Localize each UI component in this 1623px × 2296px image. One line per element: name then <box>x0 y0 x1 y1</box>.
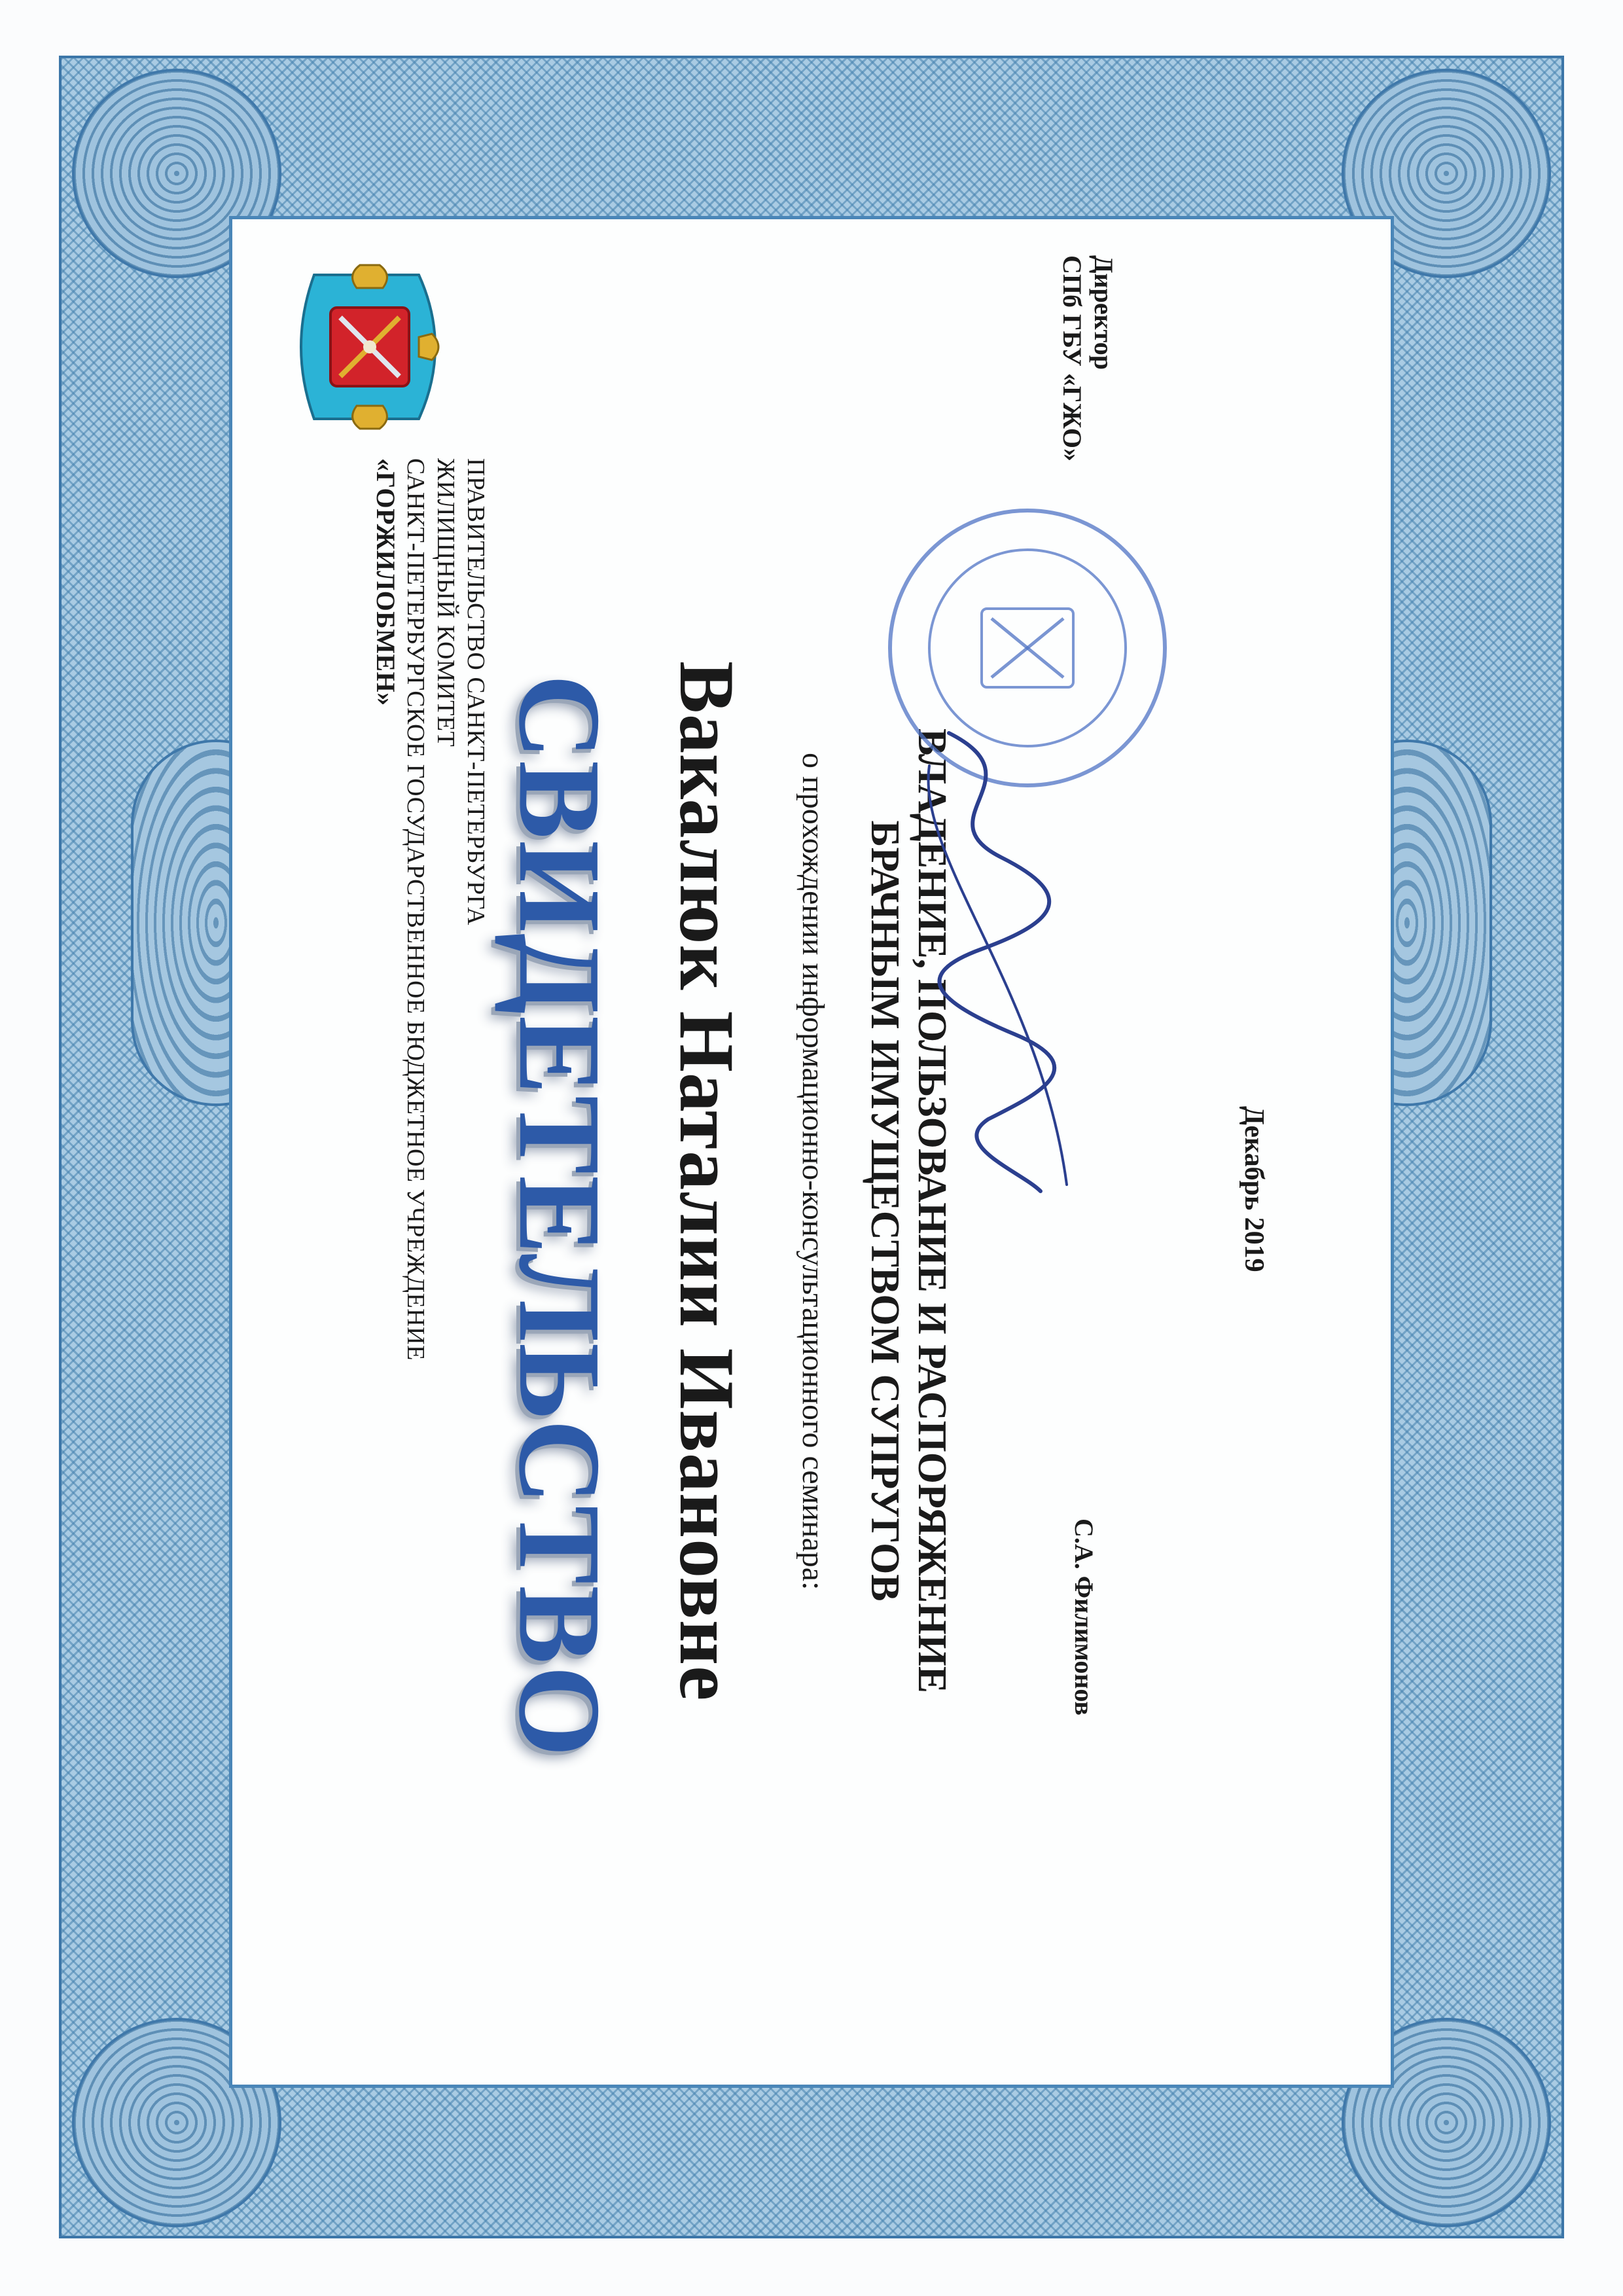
seminar-line: БРАЧНЫМ ИМУЩЕСТВОМ СУПРУГОВ <box>863 820 907 1602</box>
certificate-intro: о прохождении информационно-консультационного семинара: <box>796 753 830 1590</box>
coat-of-arms-icon <box>294 262 445 432</box>
issuer-header <box>370 458 491 1571</box>
issuer-line: ЖИЛИЩНЫЙ КОМИТЕТ <box>432 458 459 747</box>
position-line: Директор <box>1089 255 1118 370</box>
issue-date: Декабрь 2019 <box>1239 1106 1269 1272</box>
position-line: СПб ГБУ «ГЖО» <box>1058 255 1087 461</box>
certificate-content <box>236 255 1407 2036</box>
issuer-line: «ГОРЖИЛОБМЕН» <box>371 458 401 706</box>
director-title <box>1056 255 1119 461</box>
signer-name: С.А. Филимонов <box>1069 1518 1099 1716</box>
seminar-line: ВЛАДЕНИЕ, ПОЛЬЗОВАНИЕ И РАСПОРЯЖЕНИЕ <box>910 728 954 1694</box>
issuer-line: ПРАВИТЕЛЬСТВО САНКТ-ПЕТЕРБУРГА <box>462 458 490 925</box>
issuer-line: САНКТ-ПЕТЕРБУРГСКОЕ ГОСУДАРСТВЕННОЕ БЮДЖЕТНОЕ УЧРЕЖДЕНИЕ <box>402 458 429 1361</box>
certificate-title: СВИДЕТЕЛЬСТВО <box>495 674 625 1759</box>
handwritten-signature <box>910 726 1080 1198</box>
recipient-name: Вакалюк Наталии Ивановне <box>664 661 751 1702</box>
